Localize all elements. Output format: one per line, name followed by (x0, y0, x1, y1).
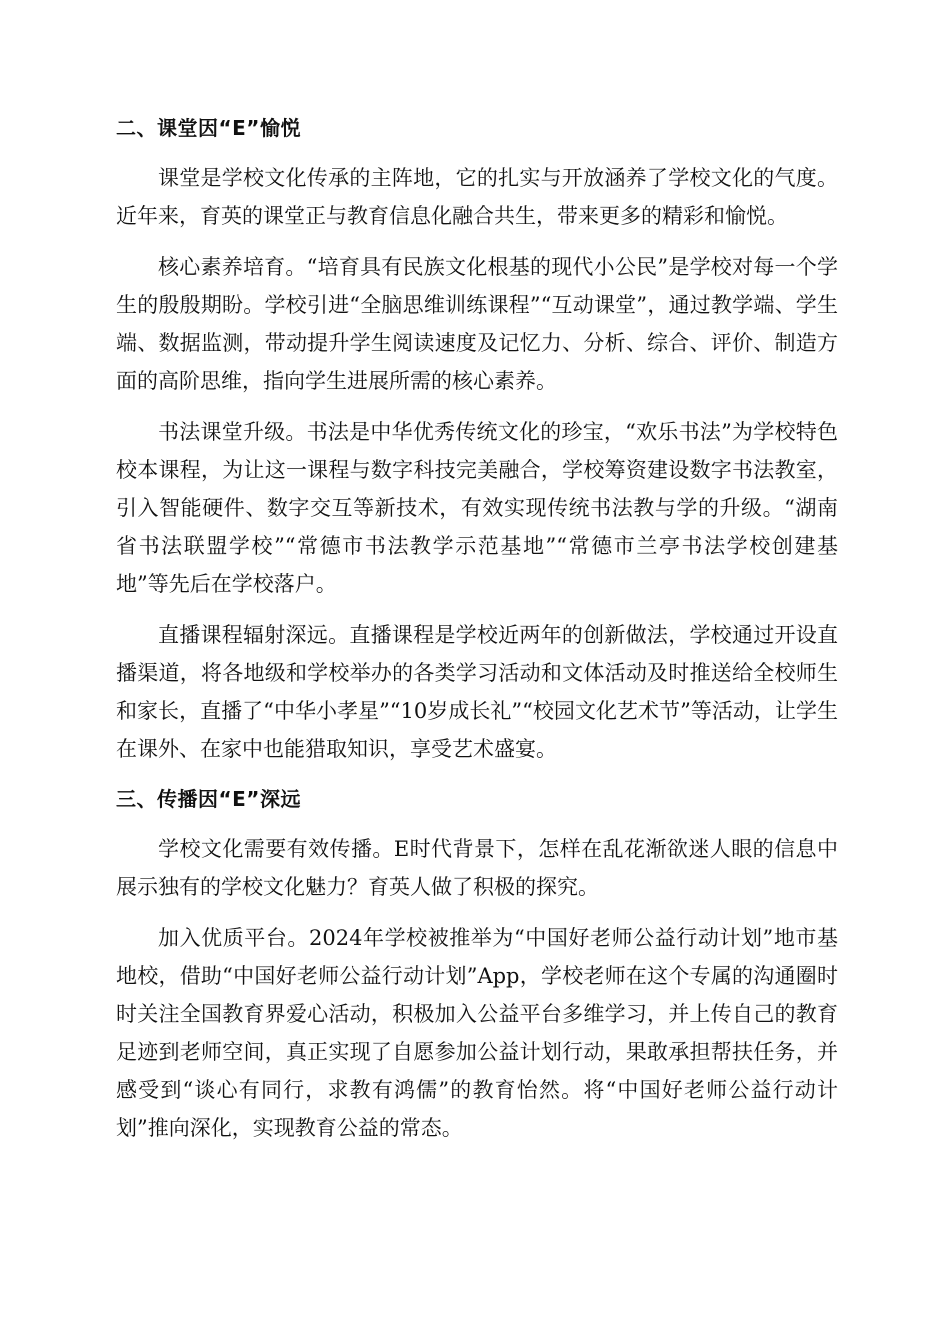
section-heading: 二、课堂因“E”愉悦 (116, 116, 301, 140)
paragraph: 学校文化需要有效传播。E时代背景下，怎样在乱花渐欲迷人眼的信息中展示独有的学校文化魅力？育英人做了积极的探究。 (116, 837, 838, 899)
paragraph: 课堂是学校文化传承的主阵地，它的扎实与开放涵养了学校文化的气度。近年来，育英的课堂正与教育信息化融合共生，带来更多的精彩和愉悦。 (116, 166, 838, 228)
paragraph: 加入优质平台。2024年学校被推举为“中国好老师公益行动计划”地市基地校，借助“中国好老师公益行动计划”App，学校老师在这个专属的沟通圈时时关注全国教育界爱心活动，积极加入公益平台多维学习，并上传自己的教育足迹到老师空间，真正实现了自愿参加公益计划行动，果敢承担帮扶任务，并感受到“谈心有同行，求教有鸿儒”的教育怡然。将“中国好老师公益行动计划”推向深化，实现教育公益的常态。 (116, 926, 838, 1140)
document-body (116, 110, 838, 1160)
paragraph: 直播课程辐射深远。直播课程是学校近两年的创新做法，学校通过开设直播渠道，将各地级和学校举办的各类学习活动和文体活动及时推送给全校师生和家长，直播了“中华小孝星”“10岁成长礼”“校园文化艺术节”等活动，让学生在课外、在家中也能猎取知识，享受艺术盛宴。 (116, 623, 838, 761)
section-heading: 三、传播因“E”深远 (116, 787, 301, 811)
paragraph: 核心素养培育。“培育具有民族文化根基的现代小公民”是学校对每一个学生的殷殷期盼。学校引进“全脑思维训练课程”“互动课堂”，通过教学端、学生端、数据监测，带动提升学生阅读速度及记忆力、分析、综合、评价、制造方面的高阶思维，指向学生进展所需的核心素养。 (116, 255, 838, 393)
paragraph: 书法课堂升级。书法是中华优秀传统文化的珍宝，“欢乐书法”为学校特色校本课程，为让这一课程与数字科技完美融合，学校筹资建设数字书法教室，引入智能硬件、数字交互等新技术，有效实现传统书法教与学的升级。“湖南省书法联盟学校”“常德市书法教学示范基地”“常德市兰亭书法学校创建基地”等先后在学校落户。 (116, 420, 838, 596)
